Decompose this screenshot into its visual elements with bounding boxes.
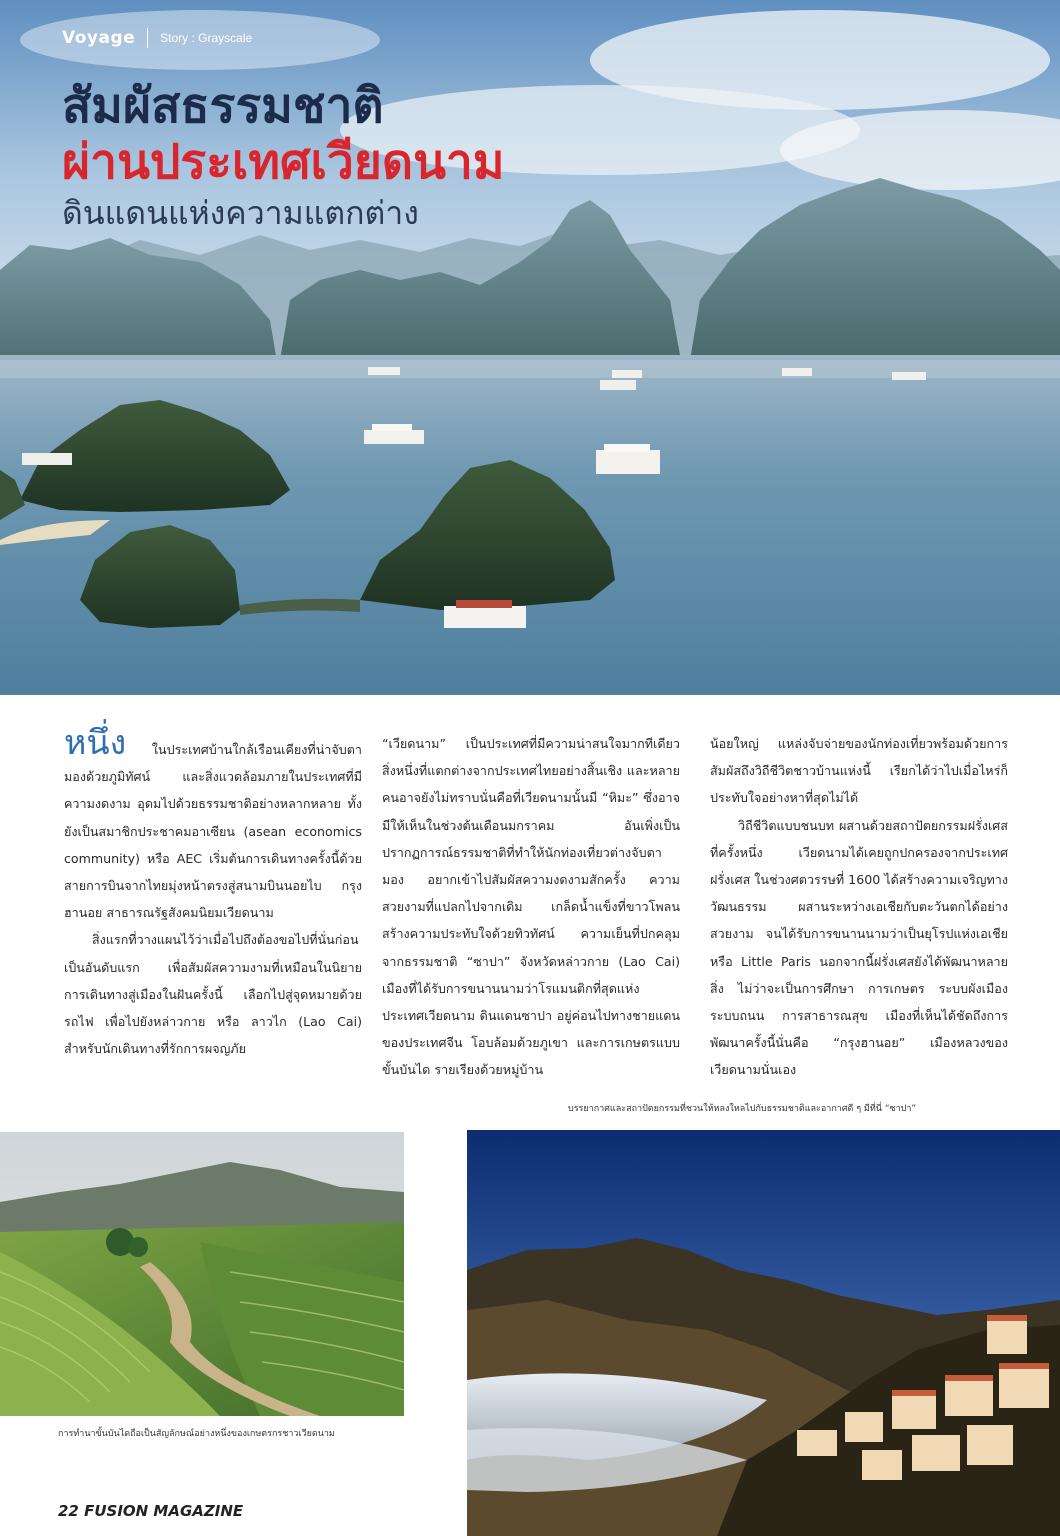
sapa-town-photo: [467, 1130, 1060, 1536]
subtitle: ดินแดนแห่งความแตกต่าง: [62, 194, 419, 232]
drop-cap: หนึ่ง: [64, 723, 127, 763]
article-column-2: [382, 730, 680, 1084]
article-column-1: [64, 723, 362, 1062]
story-credit: Story : Grayscale: [160, 31, 253, 45]
rice-terrace-photo: [0, 1132, 404, 1416]
paragraph: [64, 723, 362, 926]
article-column-3: [710, 730, 1008, 1084]
title-line-1: สัมผัสธรรมชาติ: [62, 78, 384, 134]
paragraph-text: ในประเทศบ้านใกล้เรือนเคียงที่น่าจับตามองด้วยภูมิทัศน์ และสิ่งแวดล้อมภายในประเทศที่มีความงดงาม อุดมไปด้วยธรรมชาติอย่างหลากหลาย ทั้งยังเป็นสมาชิกประชาคมอาเซียน (asean economics community) หรือ AEC เริ่มต้นการเดินทางครั้งนี้ด้วยสายการบินจากไทยมุ่งหน้าตรงสู่สนามบินนอยไบ กรุงฮานอย สาธารณรัฐสังคมนิยมเวียดนาม: [64, 742, 362, 921]
header-divider: [147, 28, 148, 48]
paragraph: สิ่งแรกที่วางแผนไว้ว่าเมื่อไปถึงต้องขอไปที่นั่นก่อนเป็นอันดับแรก เพื่อสัมผัสความงามที่เหมือนในนิยาย การเดินทางสู่เมืองในฝันครั้งนี้ เลือกไปสู่จุดหมายด้วยรถไฟ เพื่อไปยังหล่าวกาย หรือ ลาวไก (Lao Cai) สำหรับนักเดินทางที่รักการผจญภัย: [64, 932, 362, 1057]
paragraph: วิถีชีวิตแบบชนบท ผสานด้วยสถาปัตยกรรมฝรั่งเศสที่ครั้งหนึ่ง เวียดนามได้เคยถูกปกครองจากประเทศฝรั่งเศส ในช่วงศตวรรษที่ 1600 ได้สร้างความเจริญทางวัฒนธรรม ผสานระหว่างเอเชียกับตะวันตกได้อย่างสวยงาม จนได้รับการขนานนามว่าเป็นยุโรปแห่งเอเชีย หรือ Little Paris นอกจากนี้ฝรั่งเศสยังได้พัฒนาหลายสิ่ง ไม่ว่าจะเป็นการศึกษา การเกษตร ระบบผังเมือง ระบบถนน การสาธารณสุข เมืองที่เห็นได้ชัดถึงการพัฒนาครั้งนี้นั่นคือ “กรุงฮานอย” เมืองหลวงของเวียดนามนั่นเอง: [710, 817, 1008, 1078]
paragraph: “เวียดนาม” เป็นประเทศที่มีความน่าสนใจมากทีเดียว สิ่งหนึ่งที่แตกต่างจากประเทศไทยอย่างสิ้นเชิง และหลายคนอาจยังไม่ทราบนั่นคือที่เวียดนามนั้นมี “หิมะ” ซึ่งอาจมีให้เห็นในช่วงต้นเดือนมกราคม อันเพิ่งเป็นปรากฏการณ์ธรรมชาติที่ทำให้นักท่องเที่ยวต่างจับตามอง อยากเข้าไปสัมผัสความงดงามสักครั้ง ความสวยงามที่แปลกไปจากเดิม เกล็ดน้ำแข็งที่ขาวโพลนสร้างความประทับใจด้วยทิวทัศน์ ความเย็นที่ปกคลุมจากธรรมชาติ “ซาปา” จังหวัดหล่าวกาย (Lao Cai) เมืองที่ได้รับการขนานนามว่าโรแมนติกที่สุดแห่งประเทศเวียดนาม ดินแดนซาปา อยู่ค่อนไปทางชายแดนของประเทศจีน โอบล้อมด้วยภูเขา และการเกษตรแบบขั้นบันได รายเรียงด้วยหมู่บ้าน: [382, 736, 680, 1078]
title-line-2: ผ่านประเทศเวียดนาม: [62, 134, 505, 190]
page-footer: 22 FUSION MAGAZINE: [58, 1502, 244, 1520]
paragraph: น้อยใหญ่ แหล่งจับจ่ายของนักท่องเที่ยวพร้อมด้วยการสัมผัสถึงวิถีชีวิตชาวบ้านแห่งนี้ เรียกได้ว่าไปเมื่อไหร่ก็ประทับใจอย่างหาที่สุดไม่ได้: [710, 736, 1008, 806]
sapa-caption: บรรยากาศและสถาปัตยกรรมที่ชวนให้หลงใหลไปกับธรรมชาติและอากาศดี ๆ มีที่นี่ “ซาปา”: [568, 1104, 917, 1114]
terraces-caption: การทำนาขั้นบันไดถือเป็นสัญลักษณ์อย่างหนึ่งของเกษตรกรชาวเวียดนาม: [58, 1429, 335, 1439]
section-label: Voyage: [62, 28, 136, 48]
section-header: [62, 28, 252, 48]
